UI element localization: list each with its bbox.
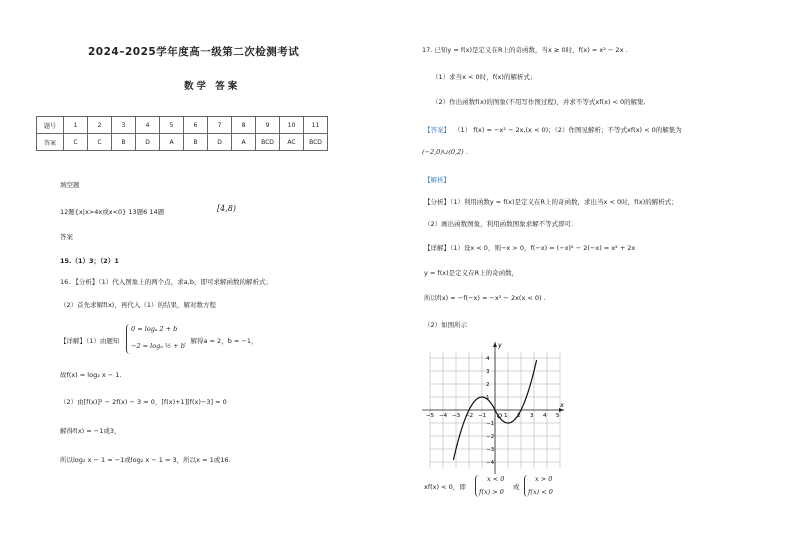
q17-detail-2: y = f(x)是定义在R上的奇函数， [424, 269, 519, 277]
q17-detail-4: （2）如图所示 [424, 321, 468, 329]
q17-part1: （1）求当x < 0时，f(x)的解析式； [432, 73, 537, 81]
table-row [37, 117, 328, 134]
table-cell: C [88, 134, 112, 151]
ineq-or: 或 [513, 483, 520, 491]
y-tick-label: −4 [486, 460, 495, 466]
x-tick-label: −3 [452, 413, 461, 419]
table-row [37, 134, 328, 151]
ineq-sys1-a: x < 0 [487, 475, 505, 483]
origin-label: O [497, 412, 503, 420]
table-cell: B [184, 134, 208, 151]
table-cell: A [160, 134, 184, 151]
q16-solve: 解得f(x) = −1或3， [60, 427, 121, 435]
x-tick-label: −1 [478, 413, 487, 419]
q16-part2-analysis: （2）首先求解f(x)，再代入（1）的结果，解对数方程 [60, 301, 216, 309]
y-tick-label: 4 [486, 356, 490, 362]
x-tick-label: 2 [517, 413, 521, 419]
answer-label: 答案 [60, 233, 73, 241]
y-tick-label: 2 [486, 382, 490, 388]
table-cell: 8 [232, 117, 256, 134]
q16-system-eq2: −2 = logₐ ½ + b [131, 342, 185, 350]
axis-label-y: y [498, 341, 502, 349]
q17-analysis-1: 【分析】（1）利用函数y = f(x)是定义在R上的奇函数，求出当x < 0时，f(x)的解析式； [424, 198, 678, 206]
y-tick-label: 3 [486, 369, 490, 375]
table-cell: A [232, 134, 256, 151]
q17-answer-set: (−2,0)∪(0,2) . [422, 148, 468, 156]
table-cell: D [208, 134, 232, 151]
q17-part2: （2）作出函数f(x)的图象(不用写作图过程)，并求不等式xf(x) < 0的解集. [432, 98, 646, 106]
x-tick-label: 4 [543, 413, 547, 419]
q16-system-eq1: 0 = logₐ 2 + b [131, 325, 178, 333]
table-cell: 6 [184, 117, 208, 134]
y-tick-label: −1 [486, 421, 495, 427]
table-cell: AC [280, 134, 304, 151]
table-cell: D [136, 134, 160, 151]
y-tick-label: −2 [486, 434, 495, 440]
fill-heading: 填空题 [60, 181, 80, 189]
fill-14-interval: [4,8) [217, 204, 236, 213]
table-cell: 题号 [37, 117, 64, 134]
table-cell: 2 [88, 117, 112, 134]
q16-analysis: 16. 【分析】（1）代入图象上的两个点，求a,b，即可求解函数的解析式； [60, 278, 272, 286]
table-cell: 答案 [37, 134, 64, 151]
exam-subtitle: 数学 答案 [184, 81, 241, 92]
q17-detail-3: 所以f(x) = −f(−x) = −x² − 2x(x < 0) . [424, 294, 546, 302]
q16-final: 所以log₂ x − 1 = −1或log₂ x − 1 = 3，所以x = 1或16. [60, 456, 231, 464]
q15-answer: 15.（1）3；（2）1 [60, 257, 119, 265]
q16-function: 故f(x) = log₂ x − 1. [60, 371, 122, 379]
answer-tag: 【答案】 [424, 126, 450, 134]
table-cell: BCD [304, 134, 328, 151]
q17-detail-1: 【详解】（1）设x < 0，则−x > 0，f(−x) = (−x)² − 2(−x) = x² + 2x [424, 244, 636, 252]
q17-statement: 17. 已知y = f(x)是定义在R上的奇函数，当x ≥ 0时，f(x) = x² − 2x . [422, 46, 628, 54]
ineq-sys2-a: x > 0 [535, 475, 553, 483]
axis-label-x: x [560, 401, 564, 409]
brace [126, 324, 130, 354]
exam-title: 2024–2025学年度高一级第二次检测考试 [88, 46, 300, 58]
table-cell: 9 [256, 117, 280, 134]
x-tick-label: −4 [439, 413, 448, 419]
y-tick-label: −3 [486, 447, 495, 453]
q16-solution: ，解得a = 2，b = −1， [184, 337, 258, 345]
ineq-label: xf(x) < 0，即 [424, 483, 466, 491]
table-cell: 4 [136, 117, 160, 134]
table-cell: 11 [304, 117, 328, 134]
q17-answer: （1） f(x) = −x² − 2x,(x < 0)；（2）作图见解析；不等式xf(x) < 0的解集为 [454, 126, 682, 134]
table-cell: 3 [112, 117, 136, 134]
answer-table [36, 116, 328, 151]
x-tick-label: 5 [556, 413, 560, 419]
q16-part2: （2）由[f(x)]² − 2f(x) − 3 = 0，[f(x)+1][f(x)−3] = 0 [60, 398, 227, 406]
table-cell: 7 [208, 117, 232, 134]
table-cell: 1 [64, 117, 88, 134]
table-cell: B [112, 134, 136, 151]
table-cell: C [64, 134, 88, 151]
ineq-sys2-b: f(x) < 0 [528, 488, 553, 496]
x-tick-label: 1 [504, 413, 508, 419]
table-cell: 5 [160, 117, 184, 134]
y-axis-arrow [493, 342, 497, 347]
fill-answers: 12题{x|x>4x或x<0} 13题6 14题 [60, 208, 165, 216]
q16-detail-label: 【详解】（1）由题知 [60, 337, 120, 345]
function-graph [418, 338, 570, 478]
q17-analysis-2: （2）画出函数图象，利用函数图象求解不等式即可. [424, 220, 574, 228]
table-cell: 10 [280, 117, 304, 134]
ineq-sys1-b: f(x) > 0 [479, 488, 504, 496]
y-tick-label: 1 [486, 395, 490, 401]
table-cell: BCD [256, 134, 280, 151]
jiexi-tag: 【解析】 [424, 176, 450, 184]
x-tick-label: −2 [465, 413, 474, 419]
x-tick-label: −5 [426, 413, 435, 419]
x-tick-label: 3 [530, 413, 534, 419]
